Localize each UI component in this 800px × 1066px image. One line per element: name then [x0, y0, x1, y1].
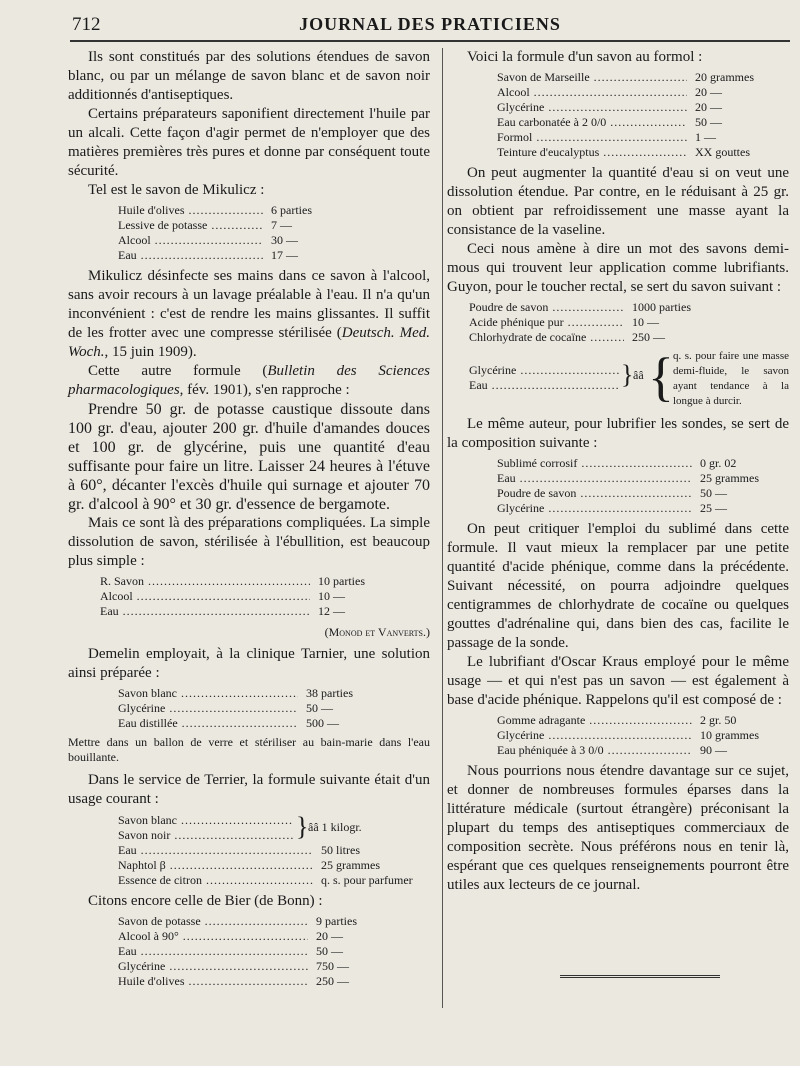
recipe-row — [68, 203, 430, 218]
ingredient-qty: 9 parties — [316, 914, 357, 928]
ingredient-name: Savon blanc ..... — [118, 813, 293, 828]
paragraph: Ils sont constitués par des solutions étendues de savon blanc, ou par un mélange de savon blanc et de savon noir additionnés d'antiseptiques. — [68, 49, 430, 103]
recipe-row — [68, 843, 430, 858]
ingredient-name: Glycérine ..... — [497, 501, 692, 516]
paragraph: Dans le service de Terrier, la formule suivante était d'un usage courant : — [68, 772, 430, 807]
journal-title: JOURNAL DES PRATICIENS — [299, 14, 561, 34]
ingredient-qty: q. s. pour parfumer — [321, 873, 413, 887]
ingredient-qty: 25 grammes — [700, 471, 759, 485]
ingredient-qty: 25 grammes — [321, 858, 380, 872]
ingredient-name: Gomme adragante ..... — [497, 713, 692, 728]
ingredient-qty: 500 — — [306, 716, 339, 730]
brace-symbol: } — [621, 360, 634, 389]
recipe-simple — [68, 574, 430, 619]
ingredient-qty: 50 — — [306, 701, 333, 715]
recipe-terrier-brace — [68, 813, 430, 843]
ingredient-name: Formol ..... — [497, 130, 687, 145]
preparation-note: Mettre dans un ballon de verre et stériliser au bain-marie dans l'eau bouillante. — [68, 735, 430, 764]
ingredient-name: Alcool ..... — [118, 233, 263, 248]
ingredient-qty: 0 gr. 02 — [700, 456, 737, 470]
ingredient-qty: 17 — — [271, 248, 298, 262]
ingredient-name: Chlorhydrate de cocaïne ..... — [469, 330, 624, 345]
preparation-note: q. s. pour faire une masse demi-fluide, le savon ayant tendance à la longue à durcir. — [673, 350, 789, 407]
ingredient-name: Eau ..... — [118, 944, 308, 959]
ingredient-name: Poudre de savon ..... — [469, 300, 624, 315]
recipe-row — [68, 233, 430, 248]
ingredient-qty: 10 grammes — [700, 728, 759, 742]
recipe-row — [68, 944, 430, 959]
recipe-row — [68, 574, 430, 589]
ingredient-qty: 10 parties — [318, 574, 365, 588]
ingredient-qty: 30 — — [271, 233, 298, 247]
credit-line: (Monod et Vanverts.) — [324, 625, 430, 639]
ingredient-name: Eau ..... — [469, 378, 619, 393]
recipe-row — [68, 716, 430, 731]
ingredient-qty: 250 — — [632, 330, 665, 344]
ingredient-qty: XX gouttes — [695, 145, 750, 159]
recipe-row — [68, 686, 430, 701]
paragraph: Tel est le savon de Mikulicz : — [88, 182, 265, 198]
brace-symbol: } — [296, 812, 309, 841]
recipe-row — [447, 130, 789, 145]
recipe-row — [447, 330, 789, 345]
recipe-row — [68, 929, 430, 944]
recipe-bier — [68, 914, 430, 989]
recipe-row — [447, 300, 789, 315]
recipe-row — [68, 701, 430, 716]
ingredient-name: Naphtol β ..... — [118, 858, 313, 873]
ingredient-name: Huile d'olives ..... — [118, 203, 263, 218]
recipe-row — [447, 501, 789, 516]
page-number: 712 — [72, 14, 101, 35]
recipe-row — [447, 115, 789, 130]
ingredient-qty: 250 — — [316, 974, 349, 988]
ingredient-qty: 20 — — [316, 929, 343, 943]
ingredient-name: Savon blanc ..... — [118, 686, 298, 701]
recipe-row — [447, 456, 789, 471]
paragraph: On peut critiquer l'emploi du sublimé dans cette formule. Il vaut mieux la remplacer par une petite quantité d'acide phénique, comme dans la précédente. Suivant nécessité, on pourra adjoindre quelques centigrammes de chlorhydrate de cocaïne ou quelques gouttes d'adrénaline qui, dans bien des cas, facilite le passage de la sonde. — [447, 521, 789, 651]
recipe-mikulicz — [68, 203, 430, 263]
ingredient-qty: 20 grammes — [695, 70, 754, 84]
ingredient-qty: 50 — — [316, 944, 343, 958]
recipe-sondes — [447, 456, 789, 516]
ingredient-qty: 1 — — [695, 130, 716, 144]
ingredient-qty: 90 — — [700, 743, 727, 757]
recipe-guyon — [447, 300, 789, 345]
ingredient-name: Eau ..... — [497, 471, 692, 486]
paragraph: Le même auteur, pour lubrifier les sondes, se sert de la composition suivante : — [447, 416, 789, 451]
ingredient-name: Savon de Marseille ..... — [497, 70, 687, 85]
ingredient-name: Eau ..... — [118, 843, 313, 858]
ingredient-qty: 20 — — [695, 85, 722, 99]
ingredient-name: Eau ..... — [118, 248, 263, 263]
paragraph: Ceci nous amène à dire un mot des savons demi-mous qui trouvent leur application comme lubrifiants. Guyon, pour le toucher rectal, se sert du savon suivant : — [447, 241, 789, 295]
header-rule — [70, 40, 790, 42]
recipe-row — [447, 743, 789, 758]
page-header — [70, 14, 790, 40]
recipe-terrier — [68, 843, 430, 888]
paragraph: Citons encore celle de Bier (de Bonn) : — [88, 893, 323, 909]
aa-label: ââ — [633, 368, 644, 382]
ingredient-name: Poudre de savon ..... — [497, 486, 692, 501]
recipe-row — [447, 713, 789, 728]
recipe-row — [447, 100, 789, 115]
recipe-row — [68, 604, 430, 619]
ingredient-qty: 6 parties — [271, 203, 312, 217]
right-column — [447, 48, 789, 895]
recipe-formol — [447, 70, 789, 160]
ingredient-name: Savon de potasse ..... — [118, 914, 308, 929]
ingredient-qty: 50 litres — [321, 843, 360, 857]
ingredient-name: Savon noir ..... — [118, 828, 293, 843]
paragraph: On peut augmenter la quantité d'eau si on veut une dissolution étendue. Par contre, en le réduisant à 25 gr. on obtient par refroidissement une masse ayant la consistance de la vaseline. — [447, 165, 789, 238]
recipe-row — [447, 315, 789, 330]
ingredient-name: Eau distillée ..... — [118, 716, 298, 731]
ingredient-name: Alcool à 90° ..... — [118, 929, 308, 944]
ingredient-qty: 25 — — [700, 501, 727, 515]
ingredient-qty: 1000 parties — [632, 300, 691, 314]
end-rule — [560, 975, 720, 981]
recipe-row — [68, 974, 430, 989]
left-column — [68, 48, 430, 993]
ingredient-qty: 750 — — [316, 959, 349, 973]
paragraph: Prendre 50 gr. de potasse caustique dissoute dans 100 gr. d'eau, ajouter 200 gr. d'huile d'amandes douces et 100 gr. de glycérine, puis une quantité d'eau suffisante pour faire un litre. Laisser 24 heures à l'étuve à 60°, décanter l'excès d'huile qui surnage et ajouter 70 gr. d'alcool à 90° et 30 gr. d'essence de bergamote. — [68, 401, 430, 513]
paragraph: Mikulicz désinfecte ses mains dans ce savon à l'alcool, sans avoir recours à un lavage préalable à l'eau. Il n'a qu'un inconvénient : c'est de rendre les mains glissantes. Il suffit de les frotter avec une compresse stérilisée (Deutsch. Med. Woch., 15 juin 1909). — [68, 268, 430, 360]
ingredient-name: Eau phéniquée à 3 0/0 ..... — [497, 743, 692, 758]
ingredient-qty: ââ 1 kilogr. — [308, 820, 362, 834]
recipe-row — [447, 471, 789, 486]
recipe-row — [447, 486, 789, 501]
ingredient-name: Acide phénique pur ..... — [469, 315, 624, 330]
recipe-row — [68, 218, 430, 233]
ingredient-name: Eau carbonatée à 2 0/0 ..... — [497, 115, 687, 130]
recipe-row — [68, 858, 430, 873]
recipe-demelin — [68, 686, 430, 731]
paragraph: Cette autre formule (Bulletin des Sciences pharmacologiques, fév. 1901), s'en rapproche : — [68, 363, 430, 398]
ingredient-qty: 50 — — [695, 115, 722, 129]
paragraph: Mais ce sont là des préparations compliquées. La simple dissolution de savon, stérilisée à l'ébullition, est beaucoup plus simple : — [68, 515, 430, 569]
ingredient-name: Eau ..... — [100, 604, 310, 619]
ingredient-name: Glycérine ..... — [118, 701, 298, 716]
paragraph: Demelin employait, à la clinique Tarnier, une solution ainsi préparée : — [68, 646, 430, 681]
ingredient-qty: 10 — — [318, 589, 345, 603]
paragraph: Certains préparateurs saponifient directement l'huile par un alcali. Cette façon d'agir permet de n'employer que des matières premières très pures et donne par conséquent toute sécurité. — [68, 106, 430, 179]
ingredient-qty: 38 parties — [306, 686, 353, 700]
recipe-row — [68, 248, 430, 263]
recipe-row — [68, 914, 430, 929]
paragraph: Le lubrifiant d'Oscar Kraus employé pour le même usage — et qui n'est pas un savon — est également à base d'acide phénique. Rappelons qu'il est composé de : — [447, 654, 789, 708]
recipe-row — [447, 145, 789, 160]
recipe-row — [68, 589, 430, 604]
ingredient-qty: 20 — — [695, 100, 722, 114]
paragraph: Nous pourrions nous étendre davantage sur ce sujet, et donner de nombreuses formules éparses dans la littérature médicale (surtout étrangère) préconisant la plupart du temps des antiseptiques commerciaux de composition secrète. Nous préférons nous en tenir là, espérant que ces quelques renseignements pourront être utiles aux lecteurs de ce journal. — [447, 763, 789, 893]
ingredient-qty: 7 — — [271, 218, 292, 232]
ingredient-name: Teinture d'eucalyptus ..... — [497, 145, 687, 160]
ingredient-qty: 2 gr. 50 — [700, 713, 737, 727]
ingredient-name: Alcool ..... — [497, 85, 687, 100]
ingredient-qty: 12 — — [318, 604, 345, 618]
ingredient-name: R. Savon ..... — [100, 574, 310, 589]
recipe-guyon-brace — [447, 349, 789, 409]
ingredient-name: Glycérine ..... — [497, 728, 692, 743]
paragraph: Voici la formule d'un savon au formol : — [467, 49, 703, 65]
column-divider — [442, 48, 443, 1008]
ingredient-name: Glycérine ..... — [469, 363, 619, 378]
ingredient-name: Glycérine ..... — [118, 959, 308, 974]
ingredient-name: Huile d'olives ..... — [118, 974, 308, 989]
ingredient-qty: 50 — — [700, 486, 727, 500]
recipe-row — [447, 70, 789, 85]
ingredient-name: Glycérine ..... — [497, 100, 687, 115]
ingredient-name: Lessive de potasse ..... — [118, 218, 263, 233]
recipe-row — [68, 873, 430, 888]
recipe-row — [447, 85, 789, 100]
recipe-kraus — [447, 713, 789, 758]
recipe-row — [68, 959, 430, 974]
brace-symbol: { — [648, 347, 674, 407]
ingredient-qty: 10 — — [632, 315, 659, 329]
ingredient-name: Essence de citron ..... — [118, 873, 313, 888]
recipe-row — [447, 728, 789, 743]
ingredient-name: Alcool ..... — [100, 589, 310, 604]
ingredient-name: Sublimé corrosif ..... — [497, 456, 692, 471]
